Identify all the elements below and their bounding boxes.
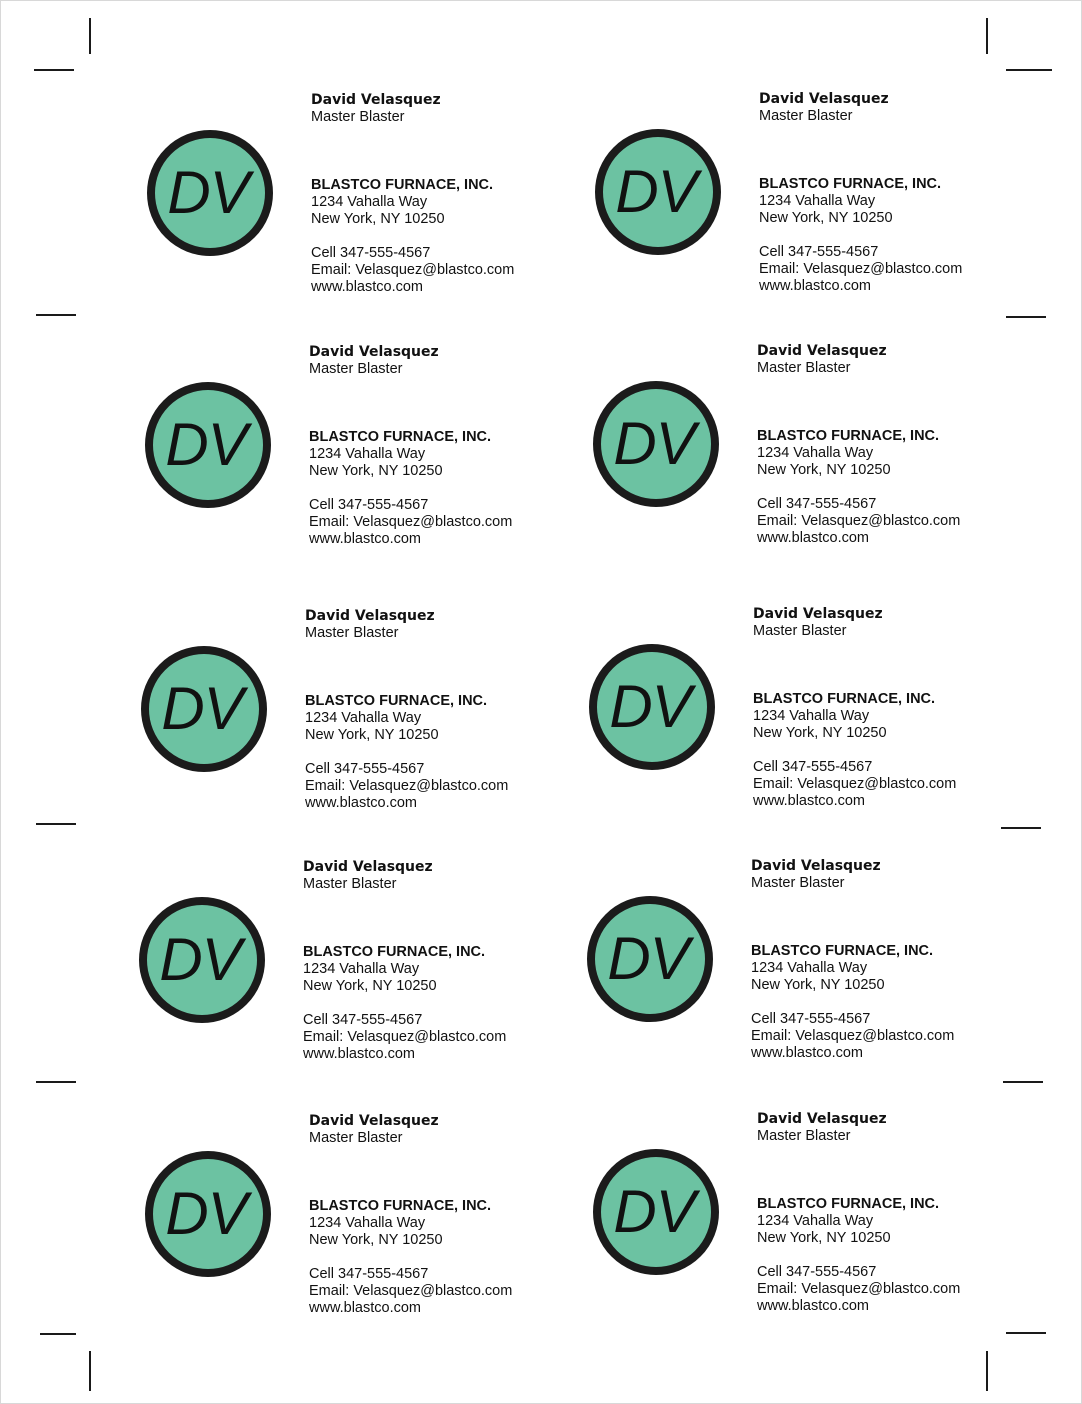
website: www.blastco.com (751, 1045, 864, 1061)
address-line-2: New York, NY 10250 (757, 1230, 891, 1246)
monogram-logo (141, 646, 267, 772)
address-line-1: 1234 Vahalla Way (753, 708, 870, 724)
email-address: Email: Velasquez@blastco.com (757, 1281, 961, 1297)
monogram-initials: DV (615, 158, 697, 225)
monogram-logo (593, 381, 719, 507)
person-name: David Velasquez (309, 1113, 439, 1129)
card-info (757, 1111, 1027, 1315)
monogram-logo (139, 897, 265, 1023)
crop-mark-top-right (986, 18, 988, 54)
person-name: David Velasquez (753, 606, 883, 622)
email-address: Email: Velasquez@blastco.com (309, 1283, 513, 1299)
address-line-1: 1234 Vahalla Way (751, 960, 868, 976)
cell-phone: Cell 347-555-4567 (305, 761, 425, 777)
business-card (595, 91, 1035, 321)
website: www.blastco.com (757, 530, 870, 546)
address-line-1: 1234 Vahalla Way (759, 193, 876, 209)
address-line-2: New York, NY 10250 (753, 725, 887, 741)
website: www.blastco.com (759, 278, 872, 294)
cell-phone: Cell 347-555-4567 (759, 244, 879, 260)
company-name: BLASTCO FURNACE, INC. (309, 1198, 492, 1214)
card-info (309, 344, 579, 548)
company-name: BLASTCO FURNACE, INC. (311, 177, 494, 193)
card-info (311, 92, 581, 296)
monogram-initials: DV (159, 926, 241, 993)
monogram-logo (145, 382, 271, 508)
business-card (139, 859, 579, 1089)
business-card (593, 1111, 1033, 1341)
company-name: BLASTCO FURNACE, INC. (305, 693, 488, 709)
person-name: David Velasquez (757, 343, 887, 359)
business-card (587, 858, 1027, 1088)
business-card (141, 608, 581, 838)
website: www.blastco.com (753, 793, 866, 809)
monogram-logo (145, 1151, 271, 1277)
address-line-2: New York, NY 10250 (759, 210, 893, 226)
card-info (753, 606, 1023, 810)
business-card (145, 344, 585, 574)
address-line-2: New York, NY 10250 (757, 462, 891, 478)
job-title: Master Blaster (757, 1128, 851, 1144)
email-address: Email: Velasquez@blastco.com (311, 262, 515, 278)
cell-phone: Cell 347-555-4567 (309, 497, 429, 513)
address-line-1: 1234 Vahalla Way (757, 445, 874, 461)
monogram-logo (587, 896, 713, 1022)
crop-mark-left (36, 1081, 76, 1083)
person-name: David Velasquez (751, 858, 881, 874)
email-address: Email: Velasquez@blastco.com (305, 778, 509, 794)
address-line-1: 1234 Vahalla Way (309, 1215, 426, 1231)
monogram-logo (589, 644, 715, 770)
email-address: Email: Velasquez@blastco.com (751, 1028, 955, 1044)
email-address: Email: Velasquez@blastco.com (309, 514, 513, 530)
email-address: Email: Velasquez@blastco.com (757, 513, 961, 529)
company-name: BLASTCO FURNACE, INC. (757, 428, 940, 444)
address-line-1: 1234 Vahalla Way (303, 961, 420, 977)
monogram-initials: DV (609, 673, 691, 740)
crop-mark-bottom-left (40, 1333, 76, 1335)
job-title: Master Blaster (753, 623, 847, 639)
email-address: Email: Velasquez@blastco.com (759, 261, 963, 277)
crop-mark-top-left (89, 18, 91, 54)
job-title: Master Blaster (303, 876, 397, 892)
crop-mark-bottom-right (986, 1351, 988, 1391)
address-line-1: 1234 Vahalla Way (757, 1213, 874, 1229)
website: www.blastco.com (309, 1300, 422, 1316)
person-name: David Velasquez (759, 91, 889, 107)
crop-mark-top-left (34, 69, 74, 71)
website: www.blastco.com (305, 795, 418, 811)
monogram-initials: DV (161, 675, 243, 742)
job-title: Master Blaster (305, 625, 399, 641)
website: www.blastco.com (311, 279, 424, 295)
person-name: David Velasquez (311, 92, 441, 108)
job-title: Master Blaster (751, 875, 845, 891)
cell-phone: Cell 347-555-4567 (753, 759, 873, 775)
card-info (757, 343, 1027, 547)
monogram-logo (593, 1149, 719, 1275)
company-name: BLASTCO FURNACE, INC. (751, 943, 934, 959)
address-line-1: 1234 Vahalla Way (309, 446, 426, 462)
address-line-2: New York, NY 10250 (309, 1232, 443, 1248)
business-card (147, 92, 587, 322)
card-info (303, 859, 573, 1063)
monogram-initials: DV (613, 1178, 695, 1245)
email-address: Email: Velasquez@blastco.com (303, 1029, 507, 1045)
company-name: BLASTCO FURNACE, INC. (303, 944, 486, 960)
address-line-2: New York, NY 10250 (751, 977, 885, 993)
monogram-initials: DV (167, 159, 249, 226)
cell-phone: Cell 347-555-4567 (757, 496, 877, 512)
website: www.blastco.com (303, 1046, 416, 1062)
website: www.blastco.com (309, 531, 422, 547)
cell-phone: Cell 347-555-4567 (309, 1266, 429, 1282)
business-card (145, 1113, 585, 1343)
email-address: Email: Velasquez@blastco.com (753, 776, 957, 792)
card-info (309, 1113, 579, 1317)
company-name: BLASTCO FURNACE, INC. (759, 176, 942, 192)
card-info (751, 858, 1021, 1062)
address-line-1: 1234 Vahalla Way (311, 194, 428, 210)
person-name: David Velasquez (757, 1111, 887, 1127)
person-name: David Velasquez (303, 859, 433, 875)
crop-mark-left (36, 314, 76, 316)
job-title: Master Blaster (309, 361, 403, 377)
address-line-2: New York, NY 10250 (303, 978, 437, 994)
person-name: David Velasquez (309, 344, 439, 360)
job-title: Master Blaster (311, 109, 405, 125)
job-title: Master Blaster (757, 360, 851, 376)
job-title: Master Blaster (759, 108, 853, 124)
company-name: BLASTCO FURNACE, INC. (757, 1196, 940, 1212)
crop-mark-top-right (1006, 69, 1052, 71)
cell-phone: Cell 347-555-4567 (751, 1011, 871, 1027)
company-name: BLASTCO FURNACE, INC. (309, 429, 492, 445)
address-line-1: 1234 Vahalla Way (305, 710, 422, 726)
monogram-initials: DV (165, 411, 247, 478)
crop-mark-left (36, 823, 76, 825)
monogram-logo (147, 130, 273, 256)
business-card (593, 343, 1033, 573)
business-card (589, 606, 1029, 836)
monogram-initials: DV (607, 925, 689, 992)
cell-phone: Cell 347-555-4567 (757, 1264, 877, 1280)
cell-phone: Cell 347-555-4567 (311, 245, 431, 261)
address-line-2: New York, NY 10250 (309, 463, 443, 479)
cell-phone: Cell 347-555-4567 (303, 1012, 423, 1028)
monogram-initials: DV (165, 1180, 247, 1247)
monogram-initials: DV (613, 410, 695, 477)
person-name: David Velasquez (305, 608, 435, 624)
website: www.blastco.com (757, 1298, 870, 1314)
address-line-2: New York, NY 10250 (305, 727, 439, 743)
card-info (305, 608, 575, 812)
company-name: BLASTCO FURNACE, INC. (753, 691, 936, 707)
address-line-2: New York, NY 10250 (311, 211, 445, 227)
card-info (759, 91, 1029, 295)
crop-mark-bottom-left (89, 1351, 91, 1391)
monogram-logo (595, 129, 721, 255)
job-title: Master Blaster (309, 1130, 403, 1146)
